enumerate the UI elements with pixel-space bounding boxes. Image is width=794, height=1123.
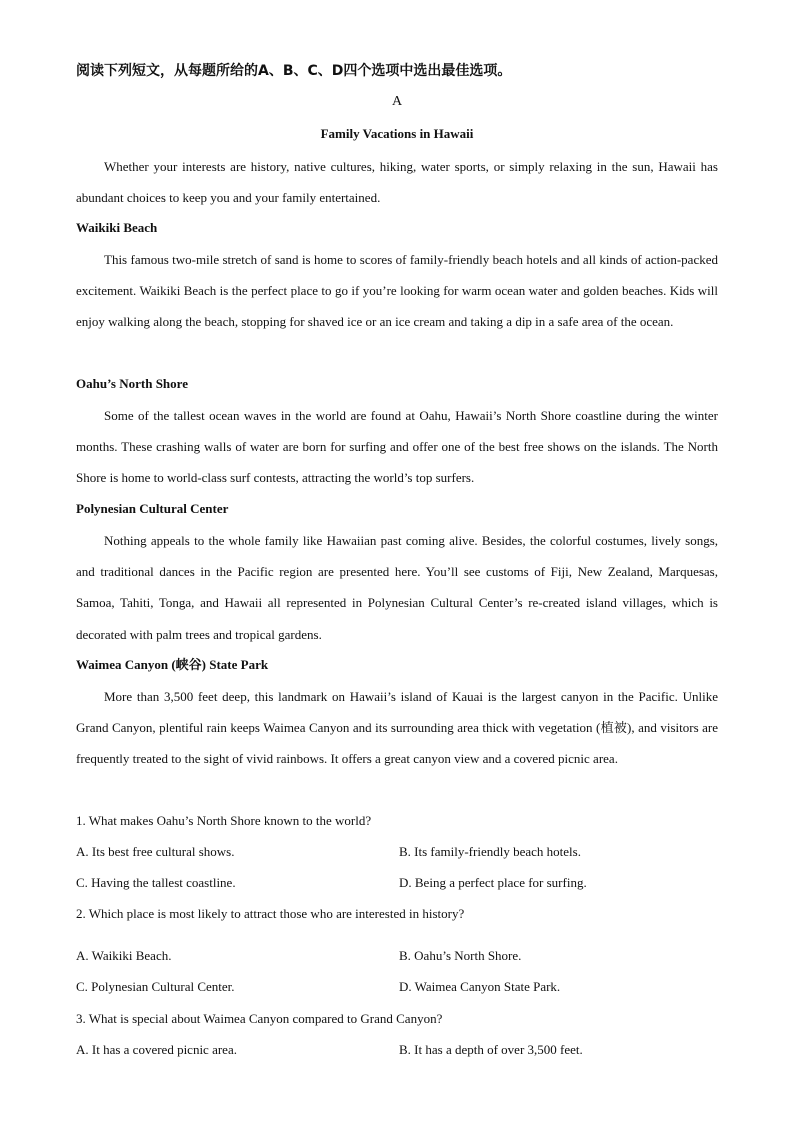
question-2-option-d: D. Waimea Canyon State Park.: [399, 979, 561, 994]
question-1-stem: 1. What makes Oahu’s North Shore known to the world?: [76, 813, 372, 828]
question-1-option-d: D. Being a perfect place for surfing.: [399, 875, 587, 890]
passage-title: Family Vacations in Hawaii: [320, 126, 474, 141]
section-heading-polynesian: Polynesian Cultural Center: [76, 501, 229, 516]
section-text-polynesian: Nothing appeals to the whole family like Hawaiian past coming alive. Besides, the colorful costumes, lively songs, and traditional dances in the Pacific region are presented here. You’ll see customs of Fiji, New Zealand, Marquesas, Samoa, Tahiti, Tonga, and Hawaii all represented in Polynesian Cultural Center’s re-created island villages, which is decorated with palm trees and tropical gardens.: [76, 533, 718, 642]
question-1-option-a: A. Its best free cultural shows.: [76, 844, 235, 859]
question-2-option-c: C. Polynesian Cultural Center.: [76, 979, 235, 994]
section-heading-north-shore: Oahu’s North Shore: [76, 376, 188, 391]
question-3-option-a: A. It has a covered picnic area.: [76, 1042, 237, 1057]
section-text-north-shore: Some of the tallest ocean waves in the world are found at Oahu, Hawaii’s North Shore coastline during the winter months. These crashing walls of water are born for surfing and offer one of the best free shows on the islands. The North Shore is home to world-class surf contests, attracting the world’s top surfers.: [76, 408, 718, 486]
question-1-option-b: B. Its family-friendly beach hotels.: [399, 844, 581, 859]
question-3-option-b: B. It has a depth of over 3,500 feet.: [399, 1042, 583, 1057]
section-letter: A: [391, 94, 403, 109]
question-2-option-a: A. Waikiki Beach.: [76, 948, 172, 963]
section-text-waimea: More than 3,500 feet deep, this landmark on Hawaii’s island of Kauai is the largest canyon in the Pacific. Unlike Grand Canyon, plentiful rain keeps Waimea Canyon and its surrounding area thick with vegetation (植被), and visitors are frequently treated to the sight of vivid rainbows. It offers a great canyon view and a covered picnic area.: [76, 689, 718, 767]
question-1-option-c: C. Having the tallest coastline.: [76, 875, 236, 890]
intro-paragraph: Whether your interests are history, native cultures, hiking, water sports, or simply relaxing in the sun, Hawaii has abundant choices to keep you and your family entertained.: [76, 159, 718, 206]
question-2-option-b: B. Oahu’s North Shore.: [399, 948, 522, 963]
question-3-stem: 3. What is special about Waimea Canyon compared to Grand Canyon?: [76, 1011, 443, 1026]
instructions: 阅读下列短文，从每题所给的A、B、C、D四个选项中选出最佳选项。: [76, 63, 512, 79]
section-text-waikiki: This famous two-mile stretch of sand is home to scores of family-friendly beach hotels and all kinds of action-packed excitement. Waikiki Beach is the perfect place to go if you’re looking for warm ocean water and golden beaches. Kids will enjoy walking along the beach, stopping for shaved ice or an ice cream and taking a dip in a safe area of the ocean.: [76, 252, 718, 330]
section-heading-waikiki: Waikiki Beach: [76, 220, 158, 235]
question-2-stem: 2. Which place is most likely to attract those who are interested in history?: [76, 906, 465, 921]
section-heading-waimea: Waimea Canyon (峡谷) State Park: [76, 657, 269, 672]
